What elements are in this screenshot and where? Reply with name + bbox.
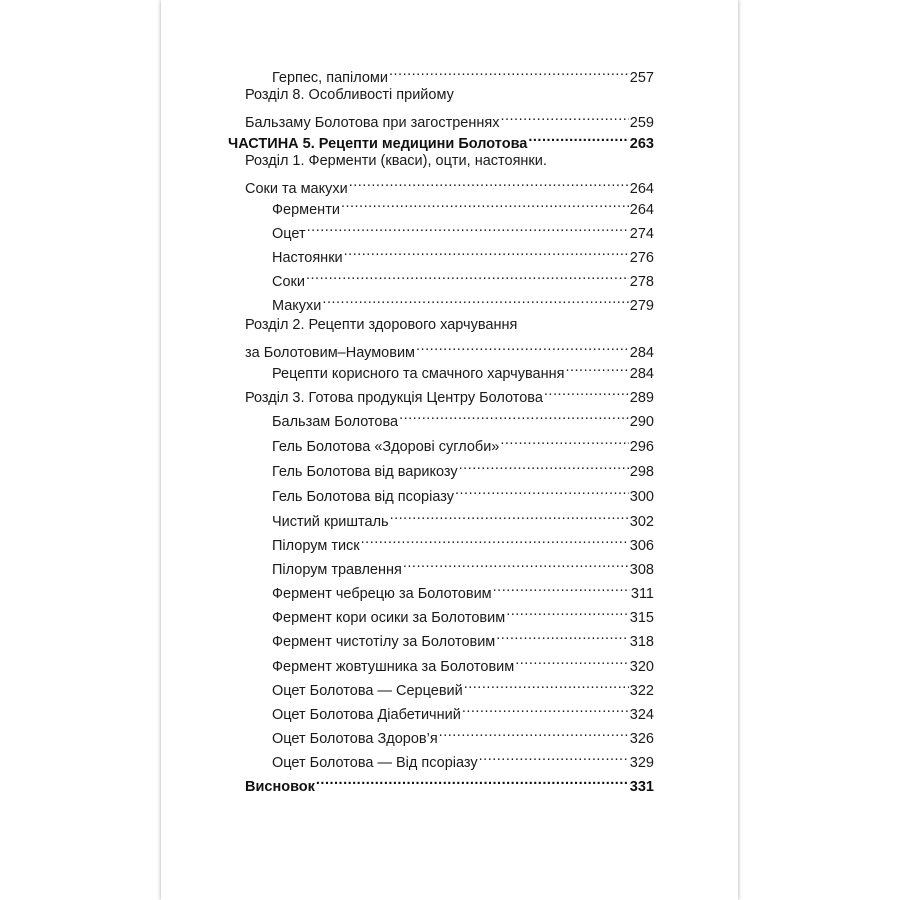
toc-page-number: 264 bbox=[629, 181, 654, 197]
toc-entry-otset bbox=[272, 217, 654, 242]
toc-entry-title: Гель Болотова від псоріазу bbox=[272, 489, 454, 505]
toc-page-number: 311 bbox=[630, 586, 654, 602]
toc-page-number: 298 bbox=[629, 464, 654, 480]
toc-entry-row bbox=[245, 106, 654, 131]
dot-leader bbox=[403, 553, 629, 574]
toc-page-number: 284 bbox=[629, 366, 654, 382]
toc-entry-title-line: Розділ 1. Ферменти (кваси), оцти, настоянки. bbox=[245, 153, 547, 169]
toc-entry-title: за Болотовим–Наумовим bbox=[245, 345, 416, 361]
dot-leader bbox=[496, 625, 629, 646]
toc-entry-title: Рецепти корисного та смачного харчування bbox=[272, 366, 565, 382]
dot-leader bbox=[515, 650, 629, 671]
toc-page-number: 322 bbox=[629, 683, 654, 699]
dot-leader bbox=[344, 241, 629, 262]
toc-entry-title: Настоянки bbox=[272, 250, 343, 266]
toc-entry-title: Оцет Болотова Діабетичний bbox=[272, 707, 461, 723]
toc-entry-title: Фермент кори осики за Болотовим bbox=[272, 610, 506, 626]
dot-leader bbox=[500, 106, 628, 127]
toc-entry-title-line: Розділ 2. Рецепти здорового харчування bbox=[245, 317, 518, 333]
toc-entry-title: Гель Болотова від варикозу bbox=[272, 464, 458, 480]
toc-entry-title: Соки bbox=[272, 274, 305, 290]
toc-entry-gel-sugloby bbox=[272, 430, 654, 455]
toc-entry-row bbox=[272, 61, 654, 86]
toc-entry-row bbox=[272, 505, 654, 530]
toc-entry-otset-diabetychnyi bbox=[272, 698, 654, 723]
toc-entry-balzam bbox=[272, 405, 654, 430]
book-page bbox=[161, 0, 738, 900]
toc-entry-title: Бальзам Болотова bbox=[272, 414, 399, 430]
dot-leader bbox=[462, 698, 629, 719]
toc-entry-title: Розділ 3. Готова продукція Центру Болотова bbox=[245, 390, 543, 406]
toc-entry-otset-sertsevyi bbox=[272, 674, 654, 699]
dot-leader bbox=[390, 505, 629, 526]
toc-entry-otset-psoriaz bbox=[272, 746, 654, 771]
toc-entry-rozdil8 bbox=[245, 85, 654, 131]
dot-leader bbox=[399, 405, 629, 426]
toc-entry-title: Пілорум травлення bbox=[272, 562, 402, 578]
table-of-contents bbox=[161, 0, 738, 900]
toc-page-number: 274 bbox=[629, 226, 654, 242]
toc-page-number: 289 bbox=[629, 390, 654, 406]
toc-entry-row bbox=[272, 217, 654, 242]
toc-entry-ferment-chystotil bbox=[272, 625, 654, 650]
toc-page-number: 257 bbox=[629, 70, 654, 86]
toc-entry-makukhy bbox=[272, 289, 654, 314]
toc-entry-title: Оцет Болотова — Від псоріазу bbox=[272, 755, 478, 771]
toc-page-number: 315 bbox=[629, 610, 654, 626]
toc-entry-title: Фермент чистотілу за Болотовим bbox=[272, 634, 496, 650]
toc-entry-title-line: Розділ 8. Особливості прийому bbox=[245, 87, 454, 103]
toc-page-number: 300 bbox=[629, 489, 654, 505]
toc-entry-title: ЧАСТИНА 5. Рецепти медицини Болотова bbox=[228, 136, 528, 152]
toc-entry-row bbox=[272, 650, 654, 675]
toc-entry-fermenty bbox=[272, 193, 654, 218]
toc-entry-ferment-zhovtushnyk bbox=[272, 650, 654, 675]
toc-entry-title: Фермент чебрецю за Болотовим bbox=[272, 586, 492, 602]
dot-leader bbox=[565, 357, 628, 378]
toc-entry-row bbox=[272, 193, 654, 218]
toc-entry-kryshtal bbox=[272, 505, 654, 530]
toc-entry-nastoyanky bbox=[272, 241, 654, 266]
toc-entry-row bbox=[272, 625, 654, 650]
toc-entry-row bbox=[272, 289, 654, 314]
dot-leader bbox=[464, 674, 629, 695]
dot-leader bbox=[479, 746, 629, 767]
toc-entry-title: Соки та макухи bbox=[245, 181, 348, 197]
toc-entry-row bbox=[272, 553, 654, 578]
toc-entry-title: Фермент жовтушника за Болотовим bbox=[272, 659, 515, 675]
toc-entry-title: Оцет Болотова Здоров’я bbox=[272, 731, 438, 747]
dot-leader bbox=[361, 529, 629, 550]
toc-entry-vysnovok bbox=[245, 770, 654, 795]
toc-entry-herpes bbox=[272, 61, 654, 86]
toc-page-number: 324 bbox=[629, 707, 654, 723]
toc-entry-pilorum-travlennya bbox=[272, 553, 654, 578]
dot-leader bbox=[455, 480, 629, 501]
dot-leader bbox=[307, 217, 629, 238]
toc-entry-title: Оцет bbox=[272, 226, 306, 242]
dot-leader bbox=[341, 193, 629, 214]
dot-leader bbox=[416, 336, 629, 357]
toc-entry-row bbox=[245, 336, 654, 361]
dot-leader bbox=[322, 289, 628, 310]
toc-page-number: 308 bbox=[629, 562, 654, 578]
toc-page-number: 329 bbox=[629, 755, 654, 771]
toc-page-number: 278 bbox=[629, 274, 654, 290]
toc-entry-title: Чистий кришталь bbox=[272, 514, 389, 530]
toc-entry-row bbox=[228, 127, 654, 152]
toc-entry-title: Герпес, папіломи bbox=[272, 70, 388, 86]
toc-entry-pilorum-tysk bbox=[272, 529, 654, 554]
toc-entry-row bbox=[272, 430, 654, 455]
toc-entry-row bbox=[272, 698, 654, 723]
toc-entry-title: Пілорум тиск bbox=[272, 538, 360, 554]
toc-entry-row bbox=[245, 770, 654, 795]
dot-leader bbox=[459, 455, 629, 476]
toc-entry-title: Ферменти bbox=[272, 202, 340, 218]
toc-entry-gel-varykoz bbox=[272, 455, 654, 480]
toc-page-number: 306 bbox=[629, 538, 654, 554]
toc-entry-retsepty bbox=[272, 357, 654, 382]
dot-leader bbox=[439, 722, 629, 743]
dot-leader bbox=[389, 61, 629, 82]
dot-leader bbox=[506, 601, 629, 622]
toc-entry-row bbox=[272, 480, 654, 505]
toc-entry-rozdil1 bbox=[245, 151, 654, 197]
toc-entry-row bbox=[272, 601, 654, 626]
dot-leader bbox=[544, 381, 629, 402]
toc-entry-row bbox=[245, 381, 654, 406]
toc-entry-row bbox=[245, 172, 654, 197]
toc-entry-row bbox=[272, 722, 654, 747]
toc-page-number: 318 bbox=[629, 634, 654, 650]
toc-page-number: 326 bbox=[629, 731, 654, 747]
toc-entry-row bbox=[272, 357, 654, 382]
toc-entry-chastyna5 bbox=[228, 127, 654, 152]
toc-entry-title: Гель Болотова «Здорові суглоби» bbox=[272, 439, 500, 455]
toc-entry-row bbox=[272, 674, 654, 699]
dot-leader bbox=[500, 430, 628, 451]
toc-entry-gel-psoriaz bbox=[272, 480, 654, 505]
toc-page-number: 276 bbox=[629, 250, 654, 266]
dot-leader bbox=[316, 770, 629, 791]
toc-page-number: 259 bbox=[629, 115, 654, 131]
toc-entry-row bbox=[272, 529, 654, 554]
toc-entry-title: Бальзаму Болотова при загостреннях bbox=[245, 115, 500, 131]
toc-entry-rozdil3 bbox=[245, 381, 654, 406]
toc-entry-row bbox=[272, 241, 654, 266]
toc-entry-row bbox=[272, 405, 654, 430]
toc-entry-title: Оцет Болотова — Серцевий bbox=[272, 683, 463, 699]
toc-entry-title: Висновок bbox=[245, 779, 315, 795]
toc-entry-soky bbox=[272, 265, 654, 290]
dot-leader bbox=[528, 127, 628, 148]
toc-entry-otset-zdorovya bbox=[272, 722, 654, 747]
toc-entry-ferment-chebrets bbox=[272, 577, 654, 602]
toc-entry-rozdil2 bbox=[245, 315, 654, 361]
toc-entry-row bbox=[272, 746, 654, 771]
toc-page-number: 290 bbox=[629, 414, 654, 430]
toc-page-number: 296 bbox=[629, 439, 654, 455]
toc-page-number: 264 bbox=[629, 202, 654, 218]
toc-page-number: 263 bbox=[629, 136, 654, 152]
toc-page-number: 279 bbox=[629, 298, 654, 314]
toc-entry-row bbox=[272, 265, 654, 290]
toc-entry-title: Макухи bbox=[272, 298, 322, 314]
dot-leader bbox=[493, 577, 630, 598]
toc-entry-ferment-osyka bbox=[272, 601, 654, 626]
toc-page-number: 284 bbox=[629, 345, 654, 361]
toc-entry-row bbox=[272, 455, 654, 480]
toc-entry-row bbox=[272, 577, 654, 602]
dot-leader bbox=[349, 172, 629, 193]
toc-page-number: 331 bbox=[629, 779, 654, 795]
toc-page-number: 320 bbox=[629, 659, 654, 675]
dot-leader bbox=[306, 265, 629, 286]
toc-page-number: 302 bbox=[629, 514, 654, 530]
